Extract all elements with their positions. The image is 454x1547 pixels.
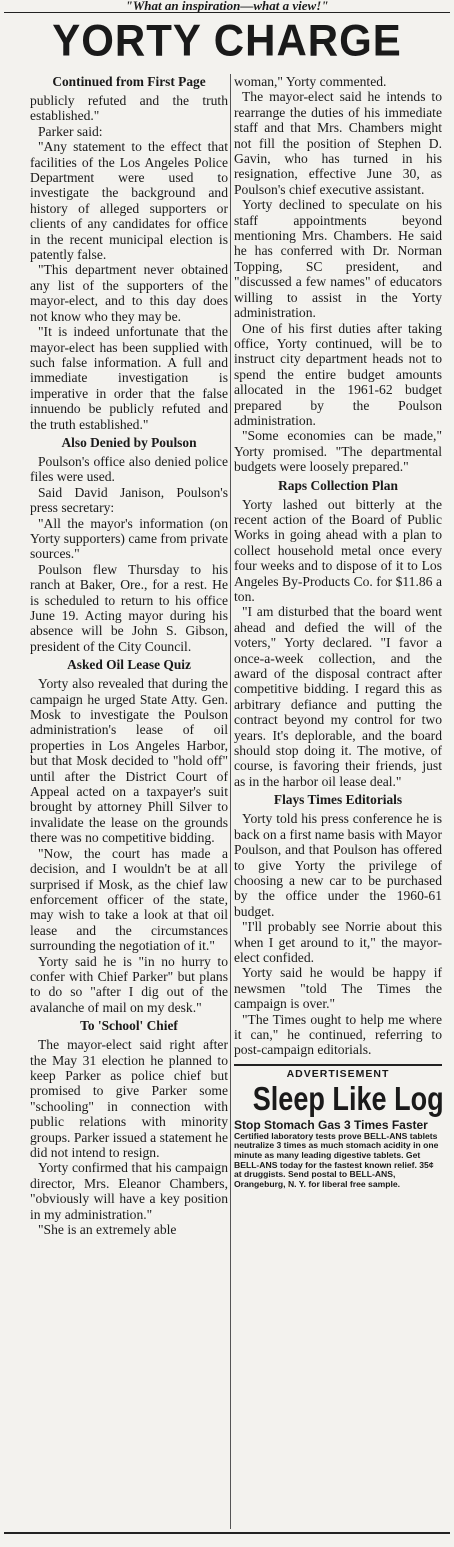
paragraph: Yorty also revealed that during the campaign he urged State Atty. Gen. Mosk to investigate the Poulson administration's lease of oil properties in Los Angeles Harbor, but that Mosk decided to "hold off" until after the District Court of Appeal acted on a taxpayer's suit brought by attorney Phill Silver to invalidate the lease on the grounds there was no competitive bidding. — [30, 676, 228, 846]
right-column-text — [234, 74, 442, 1058]
paragraph: The mayor-elect said right after the May 31 election he planned to keep Parker as police chief but promised to give Parker some "schooling" in connection with public relations with minority groups. Parker issued a statement he did not intend to resign. — [30, 1037, 228, 1160]
paragraph: woman," Yorty commented. — [234, 74, 387, 89]
subheading: Asked Oil Lease Quiz — [67, 657, 191, 673]
paragraph: Yorty confirmed that his campaign director, Mrs. Eleanor Chambers, "obviously will have a key position in my administration." — [30, 1160, 228, 1222]
left-column — [30, 74, 228, 1237]
paragraph: Yorty said he is "in no hurry to confer with Chief Parker" but plans to do so "after I dig out of the avalanche of mail on my desk." — [30, 953, 228, 1015]
right-column — [234, 74, 442, 1189]
paragraph: The mayor-elect said he intends to rearrange the duties of his immediate staff and that Mrs. Chambers might not fill the position of Stephen D. Gavin, who has turned in his resignation, effective June 30, as Poulson's chief executive assistant. — [234, 89, 442, 197]
paragraph: Yorty declined to speculate on his staff appointments beyond mentioning Mrs. Chambers. He said he has conferred with Dr. Norman Topping, SC president, and "discussed a few names" of educators willing to assist in the Yorty administration. — [234, 197, 442, 321]
paragraph: "She is an extremely able — [38, 1222, 177, 1238]
ad-body: Certified laboratory tests prove BELL-ANS tablets neutralize 3 times as much stomach acidity in one minute as many leading digestive tablets. Get BELL-ANS today for the fastest known relief. 35¢ at druggists. Send postal to BELL-ANS, Orangeburg, N. Y. for liberal free sample. — [234, 1130, 439, 1189]
paragraph: "It is indeed unfortunate that the mayor-elect has been supplied with such false information. A full and immediate investigation is imperative in order that the false innuendo be publicly refuted and the truth established." — [30, 324, 228, 432]
paragraph: "The Times ought to help me where it can," he continued, referring to post-campaign editorials. — [234, 1011, 442, 1058]
column-divider — [230, 74, 231, 1529]
ad-subtitle: Stop Stomach Gas 3 Times Faster — [234, 1117, 428, 1132]
paragraph: Yorty said he would be happy if newsmen "told The Times the campaign is over." — [234, 965, 442, 1012]
ad-title: Sleep Like Log — [252, 1079, 444, 1117]
paragraph: One of his first duties after taking office, Yorty continued, will be to instruct city department heads not to spend the entire budget amounts allocated in the 1961-62 budget prepared by the Poulson administration. — [234, 320, 442, 428]
subheading: Continued from First Page — [52, 74, 206, 89]
paragraph: Said David Janison, Poulson's press secretary: — [30, 484, 228, 516]
paragraph: "Any statement to the effect that facilities of the Los Angeles Police Department were used to investigate the background and history of alleged supporters or clients of any candidates for office in the recent municipal election is patently false. — [30, 139, 228, 263]
kicker-rule — [4, 12, 450, 13]
headline: YORTY CHARGE — [52, 15, 402, 66]
subheading: To 'School' Chief — [80, 1018, 178, 1034]
paragraph: "Now, the court has made a decision, and I wouldn't be at all surprised if Mosk, as the chief law enforcement officer of the state, may wish to take a look at that oil lease and the circumstances surrounding the negotiation of it." — [30, 845, 228, 954]
paragraph: "This department never obtained any list of the supporters of the mayor-elect, and to this day does not know who they may be. — [30, 262, 228, 324]
subheading: Also Denied by Poulson — [61, 434, 197, 450]
paragraph: Poulson's office also denied police files were used. — [30, 453, 228, 485]
paragraph: Parker said: — [38, 123, 103, 139]
paragraph: Poulson flew Thursday to his ranch at Baker, Ore., for a rest. He is scheduled to return to his office June 19. Acting mayor during his absence will be John S. Gibson, president of the City Council. — [30, 561, 228, 654]
subheading: Flays Times Editorials — [273, 792, 403, 808]
ad-label: ADVERTISEMENT — [286, 1067, 390, 1080]
paragraph: "All the mayor's information (on Yorty supporters) came from private sources." — [30, 515, 228, 562]
paragraph: publicly refuted and the truth established." — [30, 93, 228, 124]
paragraph: "Some economies can be made," Yorty promised. "The departmental budgets were loosely prepared." — [234, 428, 442, 475]
paragraph: "I am disturbed that the board went ahead and defied the will of the voters," Yorty declared. "I favor a once-a-week collection, and the award of the disposal contract after competitive bidding. I regard this as arbitrary defiance and putting the contract beyond my control for two years. It's deplorable, and the board should stop doing it. The motive, of course, is favoring their friends, just as in the harbor oil lease deal." — [234, 604, 442, 789]
paragraph: Yorty told his press conference he is back on a first name basis with Mayor Poulson, and that Poulson has offered to give Yorty the privilege of choosing a new car to be purchased by the office under the 1960-61 budget. — [234, 811, 443, 919]
advertisement — [234, 1064, 442, 1190]
subheading: Raps Collection Plan — [278, 477, 398, 493]
paragraph: Yorty lashed out bitterly at the recent action of the Board of Public Works in going ahead with a plan to collect household metal once every four weeks and to dispose of it to Los Angeles By-Products Co. for $11.86 a ton. — [234, 496, 442, 604]
kicker-line: "What an inspiration—what a view!" — [125, 0, 329, 13]
bottom-rule — [4, 1532, 450, 1534]
paragraph: "I'll probably see Norrie about this when I get around to it," the mayor-elect confided. — [234, 919, 442, 965]
